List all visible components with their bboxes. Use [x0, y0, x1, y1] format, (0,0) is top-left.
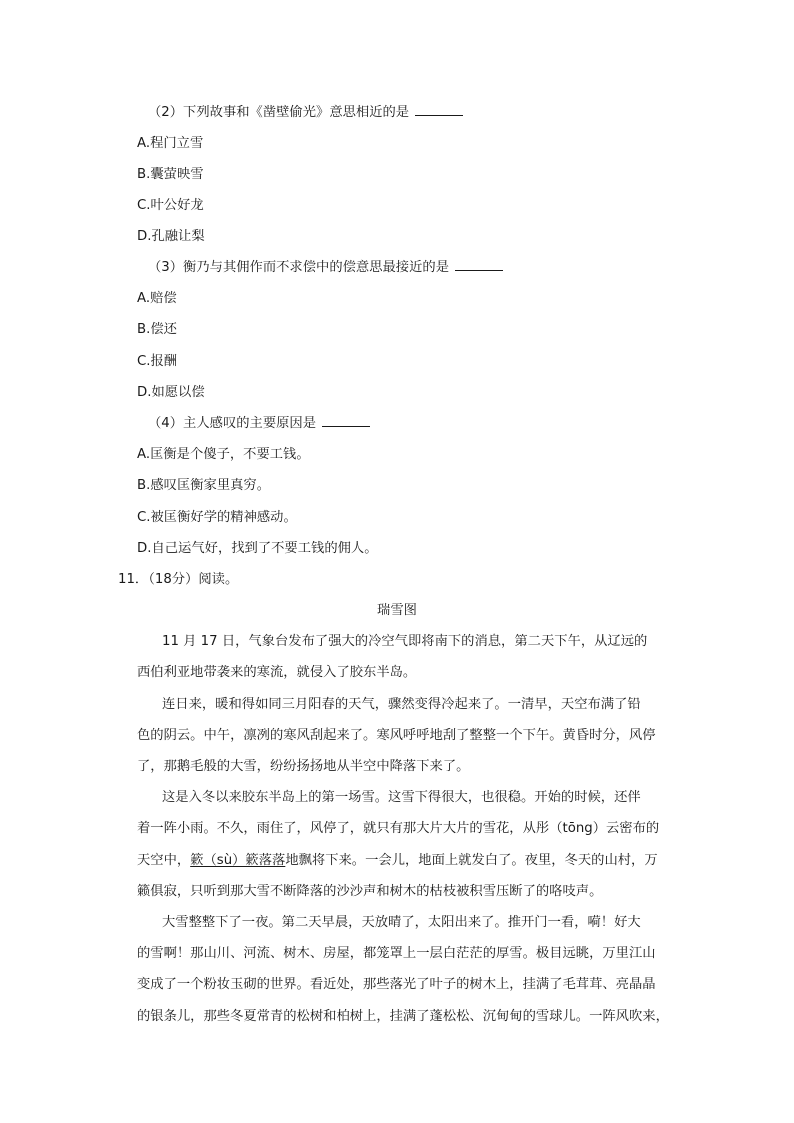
- passage-line: 变成了一个粉妆玉砌的世界。看近处，那些落光了叶子的树木上，挂满了毛茸茸、亮晶晶: [137, 977, 656, 992]
- q3-stem-text: （3）衡乃与其佣作而不求偿中的偿意思最接近的是: [148, 260, 449, 275]
- q3-answer-blank[interactable]: [455, 269, 503, 271]
- passage-line: 的银条儿，那些冬夏常青的松树和柏树上，挂满了蓬松松、沉甸甸的雪球儿。一阵风吹来，: [137, 1009, 669, 1024]
- q4-stem-text: （4）主人感叹的主要原因是: [148, 416, 317, 431]
- q11-heading: 11．（18分）阅读。: [118, 572, 239, 587]
- q4-stem: [148, 415, 370, 433]
- passage-line: 大雪整整下了一夜。第二天早晨，天放晴了，太阳出来了。推开门一看，嗬！好大: [162, 915, 641, 930]
- passage-line: 籁俱寂，只听到那大雪不断降落的沙沙声和树木的枯枝被积雪压断了的咯吱声。: [137, 884, 603, 899]
- q2-option-d[interactable]: D.孔融让梨: [137, 229, 205, 244]
- q2-option-b[interactable]: B.囊萤映雪: [137, 167, 204, 182]
- passage-line: 的雪啊！那山川、河流、树木、房屋，都笼罩上一层白茫茫的厚雪。极目远眺，万里江山: [137, 946, 656, 961]
- q4-option-b[interactable]: B.感叹匡衡家里真穷。: [137, 478, 271, 493]
- passage-line: 色的阴云。中午，凛冽的寒风刮起来了。寒风呼呼地刮了整整一个下午。黄昏时分，风停: [137, 728, 656, 743]
- passage-line: 11 月 17 日，气象台发布了强大的冷空气即将南下的消息，第二天下午，从辽远的: [162, 634, 648, 649]
- underlined-phrase: 簌（sù）簌落落: [190, 853, 286, 868]
- passage-line: [137, 852, 658, 870]
- q4-option-c[interactable]: C.被匡衡好学的精神感动。: [137, 510, 297, 525]
- q3-option-a[interactable]: A.赔偿: [137, 291, 177, 306]
- q2-option-a[interactable]: A.程门立雪: [137, 136, 204, 151]
- passage-line: 这是入冬以来胶东半岛上的第一场雪。这雪下得很大，也很稳。开始的时候，还伴: [162, 790, 641, 805]
- passage-line: 了，那鹅毛般的大雪，纷纷扬扬地从半空中降落下来了。: [137, 759, 470, 774]
- q3-option-c[interactable]: C.报酬: [137, 354, 178, 369]
- q3-option-b[interactable]: B.偿还: [137, 322, 177, 337]
- passage-line-start: 天空中，: [137, 853, 191, 868]
- q2-stem: [148, 104, 463, 122]
- q4-answer-blank[interactable]: [322, 425, 370, 427]
- passage-line: 西伯利亚地带袭来的寒流，就侵入了胶东半岛。: [137, 665, 417, 680]
- passage-line-end: 地飘将下来。一会儿，地面上就发白了。夜里，冬天的山村，万: [285, 853, 658, 868]
- q4-option-a[interactable]: A.匡衡是个傻子，不要工钱。: [137, 447, 310, 462]
- q2-answer-blank[interactable]: [415, 114, 463, 116]
- q3-option-d[interactable]: D.如愿以偿: [137, 385, 205, 400]
- q4-option-d[interactable]: D.自己运气好，找到了不要工钱的佣人。: [137, 541, 378, 556]
- q3-stem: [148, 259, 503, 277]
- passage-title: 瑞雪图: [377, 603, 417, 618]
- q2-stem-text: （2）下列故事和《凿壁偷光》意思相近的是: [148, 105, 410, 120]
- passage-line: 连日来，暖和得如同三月阳春的天气，骤然变得冷起来了。一清早，天空布满了铅: [162, 697, 641, 712]
- q2-option-c[interactable]: C.叶公好龙: [137, 198, 204, 213]
- passage-line: 着一阵小雨。不久，雨住了，风停了，就只有那大片大片的雪花，从彤（tōng）云密布的: [137, 821, 660, 836]
